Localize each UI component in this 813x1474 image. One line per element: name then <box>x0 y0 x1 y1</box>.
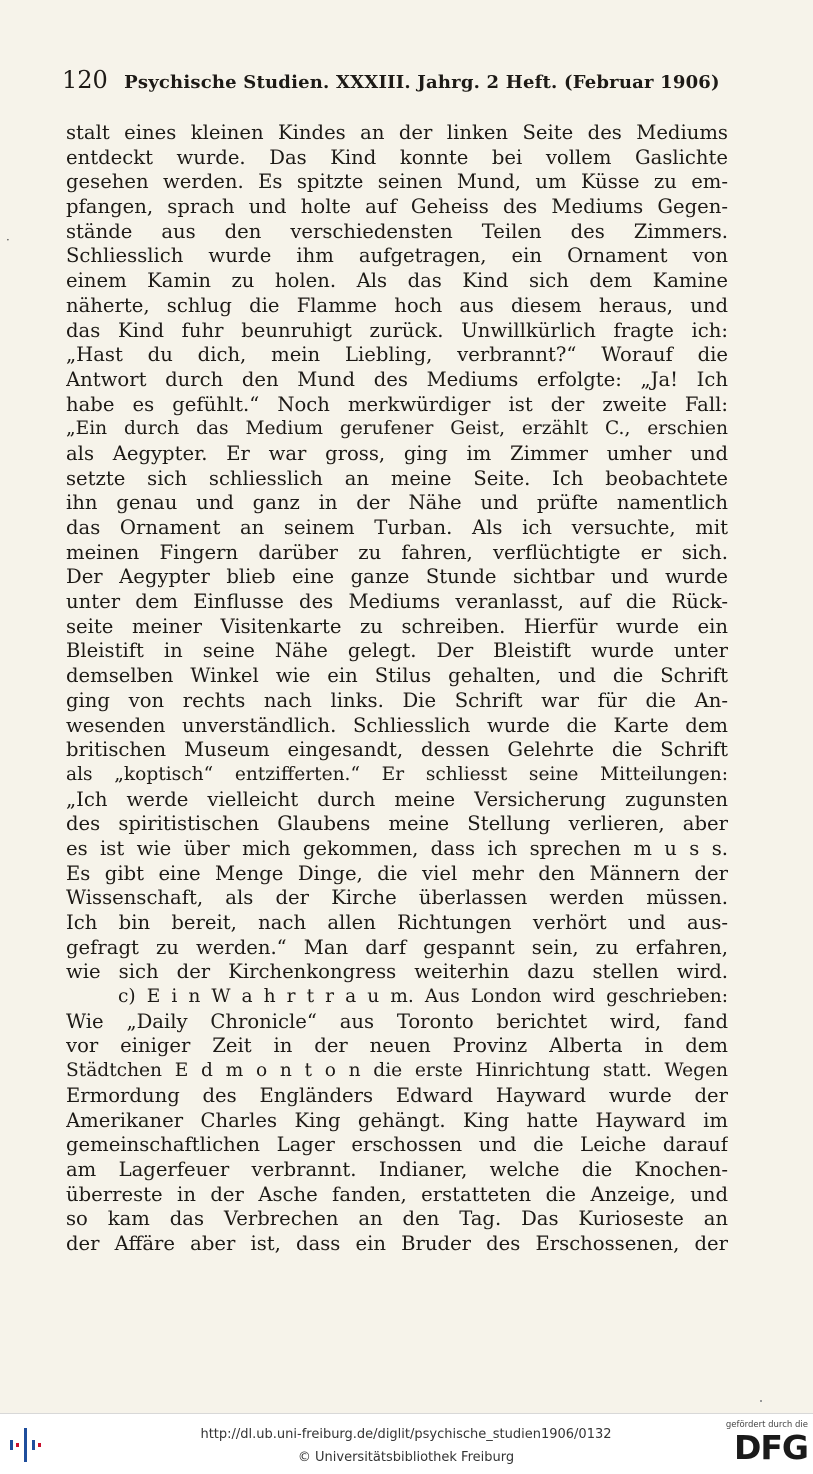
text-line: das Ornament an seinem Turban. Als ich versuchte, mit <box>66 516 728 539</box>
text-line: Bleistift in seine Nähe gelegt. Der Bleistift wurde unter <box>66 639 728 663</box>
text-line: Schliesslich wurde ihm aufgetragen, ein Ornament von <box>66 244 728 268</box>
text-line: Es gibt eine Menge Dinge, die viel mehr den Männern der <box>66 861 728 885</box>
text-line: überreste in der Asche fanden, erstatteten die Anzeige, und <box>66 1182 728 1206</box>
text-line: am Lagerfeuer verbrannt. Indianer, welche die Knochen- <box>66 1157 728 1181</box>
text-line: so kam das Verbrechen an den Tag. Das Kurioseste an <box>66 1207 728 1231</box>
text-line: demselben Winkel wie ein Stilus gehalten, und die Schrift <box>66 664 728 688</box>
text-line: Ermordung des Engländers Edward Hayward wurde der <box>66 1083 728 1107</box>
scan-speck <box>760 1400 762 1402</box>
text-line: der Affäre aber ist, dass ein Bruder des Erschossenen, der <box>66 1231 728 1255</box>
text-line: gefragt zu werden.“ Man darf gespannt sein, zu erfahren, <box>66 935 728 959</box>
text-line: Ich bin bereit, nach allen Richtungen verhört und aus- <box>66 911 728 934</box>
text-line: Der Aegypter blieb eine ganze Stunde sichtbar und wurde <box>66 565 728 589</box>
text-line: britischen Museum eingesandt, dessen Gelehrte die Schrift <box>66 738 728 762</box>
text-line: Wissenschaft, als der Kirche überlassen werden müssen. <box>66 886 728 910</box>
text-line: entdeckt wurde. Das Kind konnte bei vollem Gaslichte <box>66 145 728 169</box>
text-line: stalt eines kleinen Kindes an der linken Seite des Mediums <box>66 121 728 144</box>
text-line: ihn genau und ganz in der Nähe und prüfte namentlich <box>66 491 728 515</box>
text-line: wie sich der Kirchenkongress weiterhin dazu stellen wird. <box>66 960 728 984</box>
text-line: „Ich werde vielleicht durch meine Versicherung zugunsten <box>66 787 728 811</box>
running-header <box>62 66 727 98</box>
permalink-url[interactable]: http://dl.ub.uni-freiburg.de/diglit/psychische_studien1906/0132 <box>200 1427 612 1442</box>
section-heading-line: c) E i n W a h r t r a u m. Aus London wird geschrieben: <box>118 986 728 1008</box>
viewer-footer <box>0 1413 813 1474</box>
text-line: Städtchen E d m o n t o n die erste Hinrichtung statt. Wegen <box>66 1060 728 1082</box>
margin-mark: · <box>6 233 10 247</box>
text-line: Antwort durch den Mund des Mediums erfolgte: „Ja! Ich <box>66 367 728 391</box>
dfg-sponsor-logo <box>716 1420 808 1470</box>
text-line: habe es gefühlt.“ Noch merkwürdiger ist der zweite Fall: <box>66 392 728 416</box>
text-line: wesenden unverständlich. Schliesslich wurde die Karte dem <box>66 713 728 737</box>
text-line: des spiritistischen Glaubens meine Stellung verlieren, aber <box>66 812 728 836</box>
library-logo-icon <box>6 1426 54 1464</box>
sponsor-note: gefördert durch die <box>725 1420 808 1430</box>
text-line: pfangen, sprach und holte auf Geheiss des Mediums Gegen- <box>66 195 728 219</box>
text-line: näherte, schlug die Flamme hoch aus diesem heraus, und <box>66 293 728 317</box>
text-line: unter dem Einflusse des Mediums veranlasst, auf die Rück- <box>66 590 728 614</box>
text-line: gemeinschaftlichen Lager erschossen und die Leiche darauf <box>66 1133 728 1157</box>
text-line: „Hast du dich, mein Liebling, verbrannt?“ Worauf die <box>66 343 728 367</box>
copyright-notice: © Universitätsbibliothek Freiburg <box>297 1450 515 1465</box>
dfg-logo-text: DFG <box>733 1428 808 1467</box>
text-line: stände aus den verschiedensten Teilen des Zimmers. <box>66 219 728 243</box>
running-title: Psychische Studien. XXXIII. Jahrg. 2 Heft. (Februar 1906) <box>124 72 720 93</box>
text-line: das Kind fuhr beunruhigt zurück. Unwillkürlich fragte ich: <box>66 318 728 342</box>
text-line: als „koptisch“ entzifferten.“ Er schliesst seine Mitteilungen: <box>66 763 728 785</box>
text-line: gesehen werden. Es spitzte seinen Mund, um Küsse zu em- <box>66 170 728 194</box>
text-line: Wie „Daily Chronicle“ aus Toronto berichtet wird, fand <box>66 1009 728 1033</box>
page-number: 120 <box>62 66 108 94</box>
text-line: seite meiner Visitenkarte zu schreiben. Hierfür wurde ein <box>66 614 728 638</box>
text-line: einem Kamin zu holen. Als das Kind sich dem Kamine <box>66 269 728 293</box>
text-line: Amerikaner Charles King gehängt. King hatte Hayward im <box>66 1108 728 1132</box>
text-line: als Aegypter. Er war gross, ging im Zimmer umher und <box>66 441 728 465</box>
text-line: „Ein durch das Medium gerufener Geist, erzählt C., erschien <box>66 418 728 440</box>
text-line: vor einiger Zeit in der neuen Provinz Alberta in dem <box>66 1034 728 1058</box>
text-line: ging von rechts nach links. Die Schrift war für die An- <box>66 688 728 712</box>
text-line: es ist wie über mich gekommen, dass ich sprechen m u s s. <box>66 836 728 860</box>
text-line: meinen Fingern darüber zu fahren, verflüchtigte er sich. <box>66 540 728 564</box>
text-line: setzte sich schliesslich an meine Seite. Ich beobachtete <box>66 466 728 490</box>
body-text <box>66 121 728 1257</box>
